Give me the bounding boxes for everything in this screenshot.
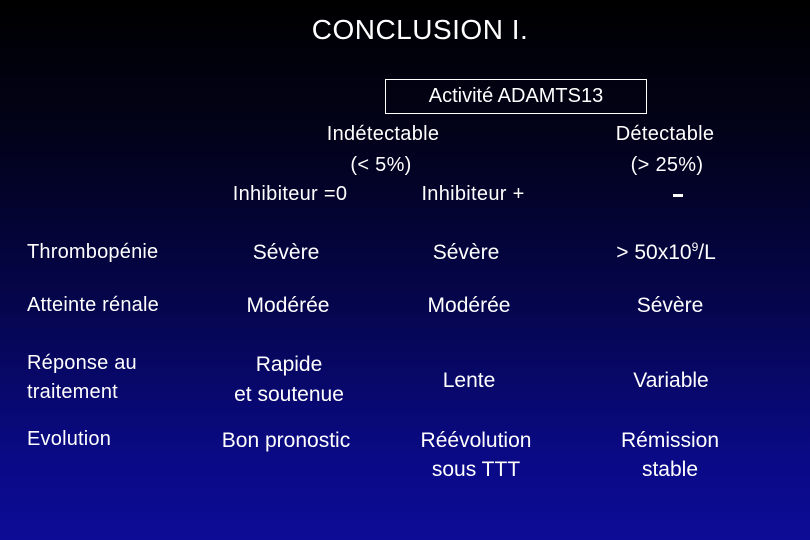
cell-evolution-detectable-line2: stable xyxy=(641,458,699,481)
platelet-threshold-unit: /L xyxy=(698,241,716,264)
adamts13-header-label: Activité ADAMTS13 xyxy=(428,85,604,107)
row-label-evolution: Evolution xyxy=(27,428,112,450)
cell-evolution-inhib-plus-line1: Réévolution xyxy=(420,429,532,452)
header-detectable-inhibitor-dash xyxy=(673,194,683,197)
cell-evolution-inhib-zero: Bon pronostic xyxy=(221,429,351,452)
cell-evolution-detectable-line1: Rémission xyxy=(620,429,720,452)
header-undetectable-threshold: (< 5%) xyxy=(350,154,412,176)
cell-thrombopenie-detectable xyxy=(616,238,716,268)
row-label-thrombopenie: Thrombopénie xyxy=(27,241,159,263)
row-label-reponse-line1: Réponse au xyxy=(27,352,137,374)
row-label-reponse-line2: traitement xyxy=(27,381,118,403)
platelet-threshold-exponent: 9 xyxy=(691,240,699,254)
cell-thrombopenie-inhib-zero: Sévère xyxy=(252,241,320,264)
header-inhibitor-plus: Inhibiteur + xyxy=(421,183,525,205)
cell-reponse-inhib-zero-line2: et soutenue xyxy=(234,383,344,406)
header-inhibitor-zero: Inhibiteur =0 xyxy=(232,183,348,205)
cell-evolution-inhib-plus-line2: sous TTT xyxy=(431,458,521,481)
cell-reponse-inhib-plus: Lente xyxy=(442,369,496,392)
platelet-threshold-value: > 50x10 xyxy=(616,241,692,264)
slide-title: CONCLUSION I. xyxy=(311,14,529,45)
cell-thrombopenie-inhib-plus: Sévère xyxy=(432,241,500,264)
cell-renale-detectable: Sévère xyxy=(636,294,704,317)
cell-reponse-detectable: Variable xyxy=(633,369,709,392)
header-detectable-threshold: (> 25%) xyxy=(630,154,704,176)
cell-reponse-inhib-zero-line1: Rapide xyxy=(255,353,323,376)
header-detectable: Détectable xyxy=(615,123,715,145)
adamts13-group-header xyxy=(385,79,647,114)
row-label-atteinte-renale: Atteinte rénale xyxy=(27,294,159,316)
cell-renale-inhib-zero: Modérée xyxy=(246,294,330,317)
cell-renale-inhib-plus: Modérée xyxy=(427,294,511,317)
header-undetectable: Indétectable xyxy=(326,123,440,145)
